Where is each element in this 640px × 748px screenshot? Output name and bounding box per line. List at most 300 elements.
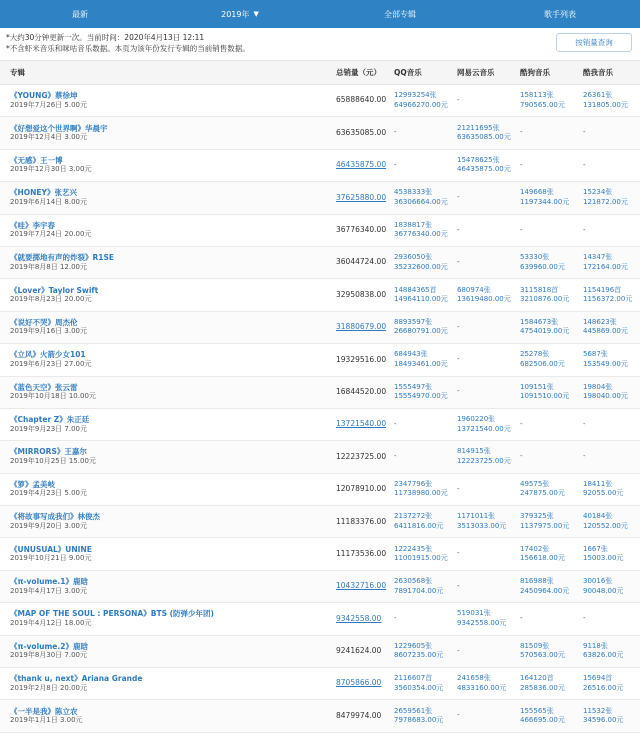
netease-revenue[interactable]: 9342558.00元 (457, 618, 507, 627)
total-sales: 36044724.00 (336, 257, 387, 267)
kugou-count[interactable]: 149668张 (520, 188, 554, 197)
kugou-cell (514, 279, 577, 311)
album-cell (0, 538, 330, 570)
album-title-link[interactable]: 《Chapter Z》朱正廷 (10, 415, 90, 425)
album-cell (0, 117, 330, 149)
album-cell (0, 700, 330, 732)
header-album[interactable]: 专辑 (0, 61, 330, 85)
nav-year-label: 2019年 (221, 9, 250, 19)
total-sales[interactable]: 31880679.00 (336, 322, 387, 332)
release-date-price: 2019年10月25日 15.00元 (10, 456, 96, 465)
kugou-empty: - (520, 128, 523, 137)
qq-count[interactable]: 2630568张 (394, 577, 433, 586)
kuwo-revenue[interactable]: 153549.00元 (583, 359, 628, 368)
kugou-revenue[interactable]: 156618.00元 (520, 554, 565, 563)
kuwo-revenue[interactable]: 198040.00元 (583, 392, 628, 401)
qq-cell (388, 506, 451, 538)
album-title-link[interactable]: 《YOUNG》蔡徐坤 (10, 91, 78, 101)
kuwo-cell (577, 214, 640, 246)
total-sales[interactable]: 13721540.00 (336, 419, 387, 429)
album-title-link[interactable]: 《哇》李宇春 (10, 220, 55, 230)
release-date-price: 2019年9月23日 7.00元 (10, 424, 87, 433)
netease-count[interactable]: 1960220张 (457, 415, 496, 424)
qq-count[interactable]: 2659561张 (394, 706, 433, 715)
release-date-price: 2019年9月16日 3.00元 (10, 327, 87, 336)
netease-empty: - (457, 322, 460, 331)
kuwo-revenue[interactable]: 63826.00元 (583, 651, 624, 660)
qq-cell (388, 603, 451, 635)
album-title-link[interactable]: 《π-volume.1》鹿晗 (10, 577, 88, 587)
kuwo-count[interactable]: 15234张 (583, 188, 613, 197)
kuwo-count[interactable]: 1154196首 (583, 285, 622, 294)
nav-singers[interactable] (480, 0, 640, 28)
kugou-revenue[interactable]: 2450964.00元 (520, 586, 570, 595)
kuwo-cell (577, 246, 640, 278)
kugou-count[interactable]: 3115818首 (520, 285, 559, 294)
album-sales-table (0, 60, 640, 733)
netease-cell (451, 473, 514, 505)
table-row (0, 311, 640, 343)
kugou-cell (514, 182, 577, 214)
album-cell (0, 149, 330, 181)
album-title-link[interactable]: 《蓝色天空》张云雷 (10, 382, 78, 392)
kuwo-empty: - (583, 614, 586, 623)
album-title-link[interactable]: 《MIRRORS》王嘉尔 (10, 447, 87, 457)
netease-empty: - (457, 257, 460, 266)
kugou-empty: - (520, 225, 523, 234)
qq-count[interactable]: 14884365首 (394, 285, 437, 294)
netease-revenue[interactable]: 4833160.00元 (457, 683, 507, 692)
release-date-price: 2019年1月1日 3.00元 (10, 716, 83, 725)
qq-revenue[interactable]: 11738980.00元 (394, 489, 448, 498)
netease-revenue[interactable]: 13619480.00元 (457, 295, 511, 304)
total-sales: 8479974.00 (336, 710, 382, 720)
album-cell (0, 376, 330, 408)
kugou-revenue[interactable]: 790565.00元 (520, 100, 565, 109)
netease-cell (451, 85, 514, 117)
kugou-count[interactable]: 816988张 (520, 577, 554, 586)
kuwo-cell (577, 149, 640, 181)
table-row (0, 344, 640, 376)
kugou-cell (514, 246, 577, 278)
table-row (0, 441, 640, 473)
kuwo-count[interactable]: 1667张 (583, 544, 608, 553)
netease-cell (451, 149, 514, 181)
total-cell (330, 635, 388, 667)
header-kugou[interactable]: 酷狗音乐 (514, 61, 577, 85)
qq-revenue[interactable]: 36306664.00元 (394, 197, 448, 206)
kugou-revenue[interactable]: 1137975.00元 (520, 521, 570, 530)
album-cell (0, 85, 330, 117)
kuwo-cell (577, 376, 640, 408)
total-sales[interactable]: 37625880.00 (336, 192, 387, 202)
qq-revenue[interactable]: 36776340.00元 (394, 230, 448, 239)
album-title-link[interactable]: 《说好不哭》周杰伦 (10, 317, 78, 327)
qq-revenue[interactable]: 7978683.00元 (394, 716, 444, 725)
kugou-revenue[interactable]: 3210876.00元 (520, 295, 570, 304)
netease-revenue[interactable]: 12223725.00元 (457, 456, 511, 465)
qq-empty: - (394, 160, 397, 169)
netease-cell (451, 279, 514, 311)
qq-count[interactable]: 2116607首 (394, 674, 433, 683)
qq-count[interactable]: 2936050张 (394, 253, 433, 262)
kuwo-cell (577, 538, 640, 570)
album-title-link[interactable]: 《好想爱这个世界啊》华晨宇 (10, 123, 108, 133)
netease-cell (451, 668, 514, 700)
kugou-count[interactable]: 158113张 (520, 91, 554, 100)
kugou-cell (514, 570, 577, 602)
kugou-cell (514, 376, 577, 408)
qq-revenue[interactable]: 6411816.00元 (394, 521, 444, 530)
release-date-price: 2019年2月8日 20.00元 (10, 683, 87, 692)
qq-revenue[interactable]: 8607235.00元 (394, 651, 444, 660)
header-netease[interactable]: 网易云音乐 (451, 61, 514, 85)
kuwo-revenue[interactable]: 1156372.00元 (583, 295, 633, 304)
netease-cell (451, 538, 514, 570)
total-sales: 12223725.00 (336, 451, 387, 461)
kuwo-cell (577, 668, 640, 700)
album-cell (0, 344, 330, 376)
kugou-empty: - (520, 419, 523, 428)
kuwo-cell (577, 441, 640, 473)
release-date-price: 2019年4月23日 5.00元 (10, 489, 87, 498)
album-cell (0, 408, 330, 440)
kugou-count[interactable]: 155565张 (520, 706, 554, 715)
qq-revenue[interactable]: 7891704.00元 (394, 586, 444, 595)
album-title-link[interactable]: 《HONEY》张艺兴 (10, 188, 77, 198)
kugou-revenue[interactable]: 466695.00元 (520, 716, 565, 725)
netease-cell (451, 408, 514, 440)
header-kuwo[interactable]: 酷我音乐 (577, 61, 640, 85)
total-cell (330, 700, 388, 732)
netease-revenue[interactable]: 13721540.00元 (457, 424, 511, 433)
total-cell (330, 473, 388, 505)
total-sales[interactable]: 46435875.00 (336, 160, 387, 170)
kugou-count[interactable]: 109151张 (520, 382, 554, 391)
album-cell (0, 279, 330, 311)
kuwo-cell (577, 570, 640, 602)
netease-cell (451, 182, 514, 214)
table-row (0, 635, 640, 667)
netease-count[interactable]: 519031张 (457, 609, 491, 618)
total-sales: 12078910.00 (336, 484, 387, 494)
qq-cell (388, 85, 451, 117)
netease-cell (451, 214, 514, 246)
release-date-price: 2019年10月18日 10.00元 (10, 392, 96, 401)
nav-year-dropdown[interactable] (160, 0, 320, 28)
album-cell (0, 603, 330, 635)
qq-revenue[interactable]: 64966270.00元 (394, 100, 448, 109)
total-sales: 11173536.00 (336, 548, 387, 558)
total-cell (330, 376, 388, 408)
qq-count[interactable]: 1555497张 (394, 382, 433, 391)
kugou-count[interactable]: 1584673张 (520, 317, 559, 326)
netease-cell (451, 311, 514, 343)
netease-cell (451, 603, 514, 635)
netease-empty: - (457, 355, 460, 364)
total-cell (330, 311, 388, 343)
total-sales[interactable]: 9342558.00 (336, 613, 382, 623)
qq-cell (388, 214, 451, 246)
kugou-count[interactable]: 49575张 (520, 479, 550, 488)
kuwo-count[interactable]: 14347张 (583, 253, 613, 262)
kuwo-empty: - (583, 419, 586, 428)
netease-empty: - (457, 387, 460, 396)
table-row (0, 149, 640, 181)
total-cell (330, 506, 388, 538)
album-title-link[interactable]: 《UNUSUAL》UNINE (10, 544, 92, 554)
album-title-link[interactable]: 《就要掷地有声的炸裂》R1SE (10, 253, 115, 263)
qq-revenue[interactable]: 11001915.00元 (394, 554, 448, 563)
total-sales: 36776340.00 (336, 225, 387, 234)
total-cell (330, 246, 388, 278)
table-row (0, 538, 640, 570)
kuwo-count[interactable]: 9118张 (583, 641, 608, 650)
qq-count[interactable]: 4538333张 (394, 188, 433, 197)
netease-empty: - (457, 95, 460, 104)
qq-count[interactable]: 1229605张 (394, 641, 433, 650)
table-row (0, 214, 640, 246)
total-cell (330, 668, 388, 700)
qq-cell (388, 473, 451, 505)
kugou-revenue[interactable]: 4754019.00元 (520, 327, 570, 336)
kuwo-count[interactable]: 5687张 (583, 350, 608, 359)
qq-count[interactable]: 1222435张 (394, 544, 433, 553)
kuwo-revenue[interactable]: 15003.00元 (583, 554, 624, 563)
total-sales: 19329516.00 (336, 354, 387, 364)
album-cell (0, 473, 330, 505)
netease-cell (451, 117, 514, 149)
kugou-cell (514, 149, 577, 181)
update-note: *大约30分钟更新一次。当前时间：2020年4月13日 12:11 (6, 33, 205, 42)
netease-empty: - (457, 484, 460, 493)
table-row (0, 376, 640, 408)
kugou-count[interactable]: 164120首 (520, 674, 554, 683)
qq-cell (388, 311, 451, 343)
kuwo-revenue[interactable]: 26516.00元 (583, 683, 624, 692)
total-cell (330, 85, 388, 117)
netease-revenue[interactable]: 63635085.00元 (457, 133, 511, 142)
total-sales[interactable]: 10432716.00 (336, 581, 387, 591)
table-row (0, 700, 640, 732)
album-title-link[interactable]: 《Lover》Taylor Swift (10, 285, 99, 295)
kuwo-count[interactable]: 15694首 (583, 674, 613, 683)
kuwo-count[interactable]: 30016张 (583, 577, 613, 586)
release-date-price: 2019年6月14日 8.00元 (10, 197, 87, 206)
kugou-revenue[interactable]: 1197344.00元 (520, 197, 570, 206)
qq-revenue[interactable]: 15554970.00元 (394, 392, 448, 401)
kuwo-revenue[interactable]: 121872.00元 (583, 197, 628, 206)
kugou-revenue[interactable]: 247875.00元 (520, 489, 565, 498)
netease-empty: - (457, 711, 460, 720)
qq-cell (388, 117, 451, 149)
netease-empty: - (457, 581, 460, 590)
qq-cell (388, 279, 451, 311)
nav-all-albums[interactable] (320, 0, 480, 28)
kugou-count[interactable]: 25278张 (520, 350, 550, 359)
kuwo-cell (577, 344, 640, 376)
table-row (0, 506, 640, 538)
qq-revenue[interactable]: 14964110.00元 (394, 295, 448, 304)
total-sales: 32950838.00 (336, 289, 387, 299)
album-title-link[interactable]: 《将故事写成我们》林俊杰 (10, 512, 100, 522)
kugou-cell (514, 668, 577, 700)
kugou-revenue[interactable]: 570563.00元 (520, 651, 565, 660)
release-date-price: 2019年10月21日 9.00元 (10, 554, 92, 563)
kuwo-count[interactable]: 11532张 (583, 706, 613, 715)
kuwo-revenue[interactable]: 172164.00元 (583, 262, 628, 271)
qq-count[interactable]: 684943张 (394, 350, 428, 359)
kuwo-empty: - (583, 160, 586, 169)
total-sales: 65888640.00 (336, 95, 387, 105)
qq-cell (388, 246, 451, 278)
kugou-count[interactable]: 53330张 (520, 253, 550, 262)
netease-cell (451, 700, 514, 732)
table-body (0, 85, 640, 733)
kuwo-count[interactable]: 19804张 (583, 382, 613, 391)
top-nav (0, 0, 640, 28)
album-cell (0, 570, 330, 602)
qq-cell (388, 700, 451, 732)
qq-count[interactable]: 2137272张 (394, 512, 433, 521)
kugou-cell (514, 538, 577, 570)
netease-count[interactable]: 241658张 (457, 674, 491, 683)
netease-empty: - (457, 225, 460, 234)
kuwo-count[interactable]: 26361张 (583, 91, 613, 100)
album-title-link[interactable]: 《箩》孟美岐 (10, 479, 55, 489)
kuwo-count[interactable]: 40184张 (583, 512, 613, 521)
table-row (0, 279, 640, 311)
total-sales: 63635085.00 (336, 127, 387, 137)
table-row (0, 246, 640, 278)
kuwo-revenue[interactable]: 120552.00元 (583, 521, 628, 530)
album-title-link[interactable]: 《无感》王一博 (10, 155, 63, 165)
release-date-price: 2019年4月12日 18.00元 (10, 618, 92, 627)
query-by-sales-button[interactable]: 按销量查询 (556, 33, 632, 52)
total-cell (330, 441, 388, 473)
album-title-link[interactable]: 《π-volume.2》鹿晗 (10, 641, 88, 651)
kugou-cell (514, 700, 577, 732)
qq-count[interactable]: 2347796张 (394, 479, 433, 488)
release-date-price: 2019年9月20日 3.00元 (10, 521, 87, 530)
kuwo-cell (577, 473, 640, 505)
kuwo-revenue[interactable]: 92055.00元 (583, 489, 624, 498)
qq-count[interactable]: 12993254张 (394, 91, 437, 100)
netease-revenue[interactable]: 46435875.00元 (457, 165, 511, 174)
kuwo-empty: - (583, 128, 586, 137)
release-date-price: 2019年7月26日 5.00元 (10, 100, 87, 109)
nav-all-albums-label: 全部专辑 (384, 9, 416, 19)
kuwo-cell (577, 85, 640, 117)
nav-latest-label: 最新 (72, 9, 88, 19)
netease-count[interactable]: 15478625张 (457, 155, 500, 164)
album-cell (0, 246, 330, 278)
album-title-link[interactable]: 《一半是我》陈立农 (10, 706, 78, 716)
qq-revenue[interactable]: 18493461.00元 (394, 359, 448, 368)
kugou-revenue[interactable]: 682506.00元 (520, 359, 565, 368)
qq-revenue[interactable]: 3560354.00元 (394, 683, 444, 692)
total-cell (330, 408, 388, 440)
kugou-cell (514, 603, 577, 635)
kuwo-cell (577, 117, 640, 149)
kuwo-cell (577, 700, 640, 732)
album-title-link[interactable]: 《thank u, next》Ariana Grande (10, 674, 143, 684)
kugou-count[interactable]: 17402张 (520, 544, 550, 553)
qq-cell (388, 570, 451, 602)
total-cell (330, 279, 388, 311)
kuwo-revenue[interactable]: 90048.00元 (583, 586, 624, 595)
album-title-link[interactable]: 《MAP OF THE SOUL : PERSONA》BTS (防弹少年团) (10, 609, 214, 619)
total-cell (330, 117, 388, 149)
total-cell (330, 570, 388, 602)
release-date-price: 2019年8月23日 20.00元 (10, 295, 92, 304)
album-title-link[interactable]: 《立风》火箭少女101 (10, 350, 86, 360)
qq-revenue[interactable]: 35232600.00元 (394, 262, 448, 271)
header-qq[interactable]: QQ音乐 (388, 61, 451, 85)
album-cell (0, 506, 330, 538)
kugou-count[interactable]: 81509张 (520, 641, 550, 650)
netease-count[interactable]: 680974张 (457, 285, 491, 294)
qq-cell (388, 668, 451, 700)
kugou-revenue[interactable]: 285836.00元 (520, 683, 565, 692)
header-total[interactable]: 总销量（元） (330, 61, 388, 85)
netease-count[interactable]: 1171011张 (457, 512, 496, 521)
total-cell (330, 182, 388, 214)
netease-empty: - (457, 549, 460, 558)
qq-cell (388, 182, 451, 214)
kuwo-empty: - (583, 225, 586, 234)
kugou-cell (514, 117, 577, 149)
info-panel (0, 28, 640, 60)
album-cell (0, 182, 330, 214)
kugou-cell (514, 635, 577, 667)
total-sales: 11183376.00 (336, 516, 387, 526)
qq-empty: - (394, 419, 397, 428)
qq-empty: - (394, 452, 397, 461)
kugou-revenue[interactable]: 639960.00元 (520, 262, 565, 271)
kuwo-revenue[interactable]: 34596.00元 (583, 716, 624, 725)
table-header-row (0, 61, 640, 85)
qq-count[interactable]: 1838817张 (394, 220, 433, 229)
qq-cell (388, 441, 451, 473)
kuwo-cell (577, 279, 640, 311)
kugou-revenue[interactable]: 1091510.00元 (520, 392, 570, 401)
qq-cell (388, 149, 451, 181)
release-date-price: 2019年4月17日 3.00元 (10, 586, 87, 595)
netease-count[interactable]: 21211695张 (457, 123, 500, 132)
netease-count[interactable]: 814915张 (457, 447, 491, 456)
kuwo-revenue[interactable]: 445869.00元 (583, 327, 628, 336)
kugou-cell (514, 441, 577, 473)
kugou-count[interactable]: 379325张 (520, 512, 554, 521)
kuwo-cell (577, 182, 640, 214)
netease-cell (451, 344, 514, 376)
netease-revenue[interactable]: 3513033.00元 (457, 521, 507, 530)
nav-latest[interactable] (0, 0, 160, 28)
qq-empty: - (394, 128, 397, 137)
kuwo-count[interactable]: 148623张 (583, 317, 617, 326)
table-row (0, 117, 640, 149)
total-sales[interactable]: 8705866.00 (336, 678, 382, 688)
data-note: *不含虾米音乐和咪咕音乐数据。本页为该年份发行专辑的当前销售数据。 (6, 44, 250, 53)
qq-revenue[interactable]: 26680791.00元 (394, 327, 448, 336)
kuwo-revenue[interactable]: 131805.00元 (583, 100, 628, 109)
album-cell (0, 668, 330, 700)
netease-cell (451, 635, 514, 667)
table-row (0, 473, 640, 505)
qq-count[interactable]: 8893597张 (394, 317, 433, 326)
kuwo-count[interactable]: 18411张 (583, 479, 613, 488)
